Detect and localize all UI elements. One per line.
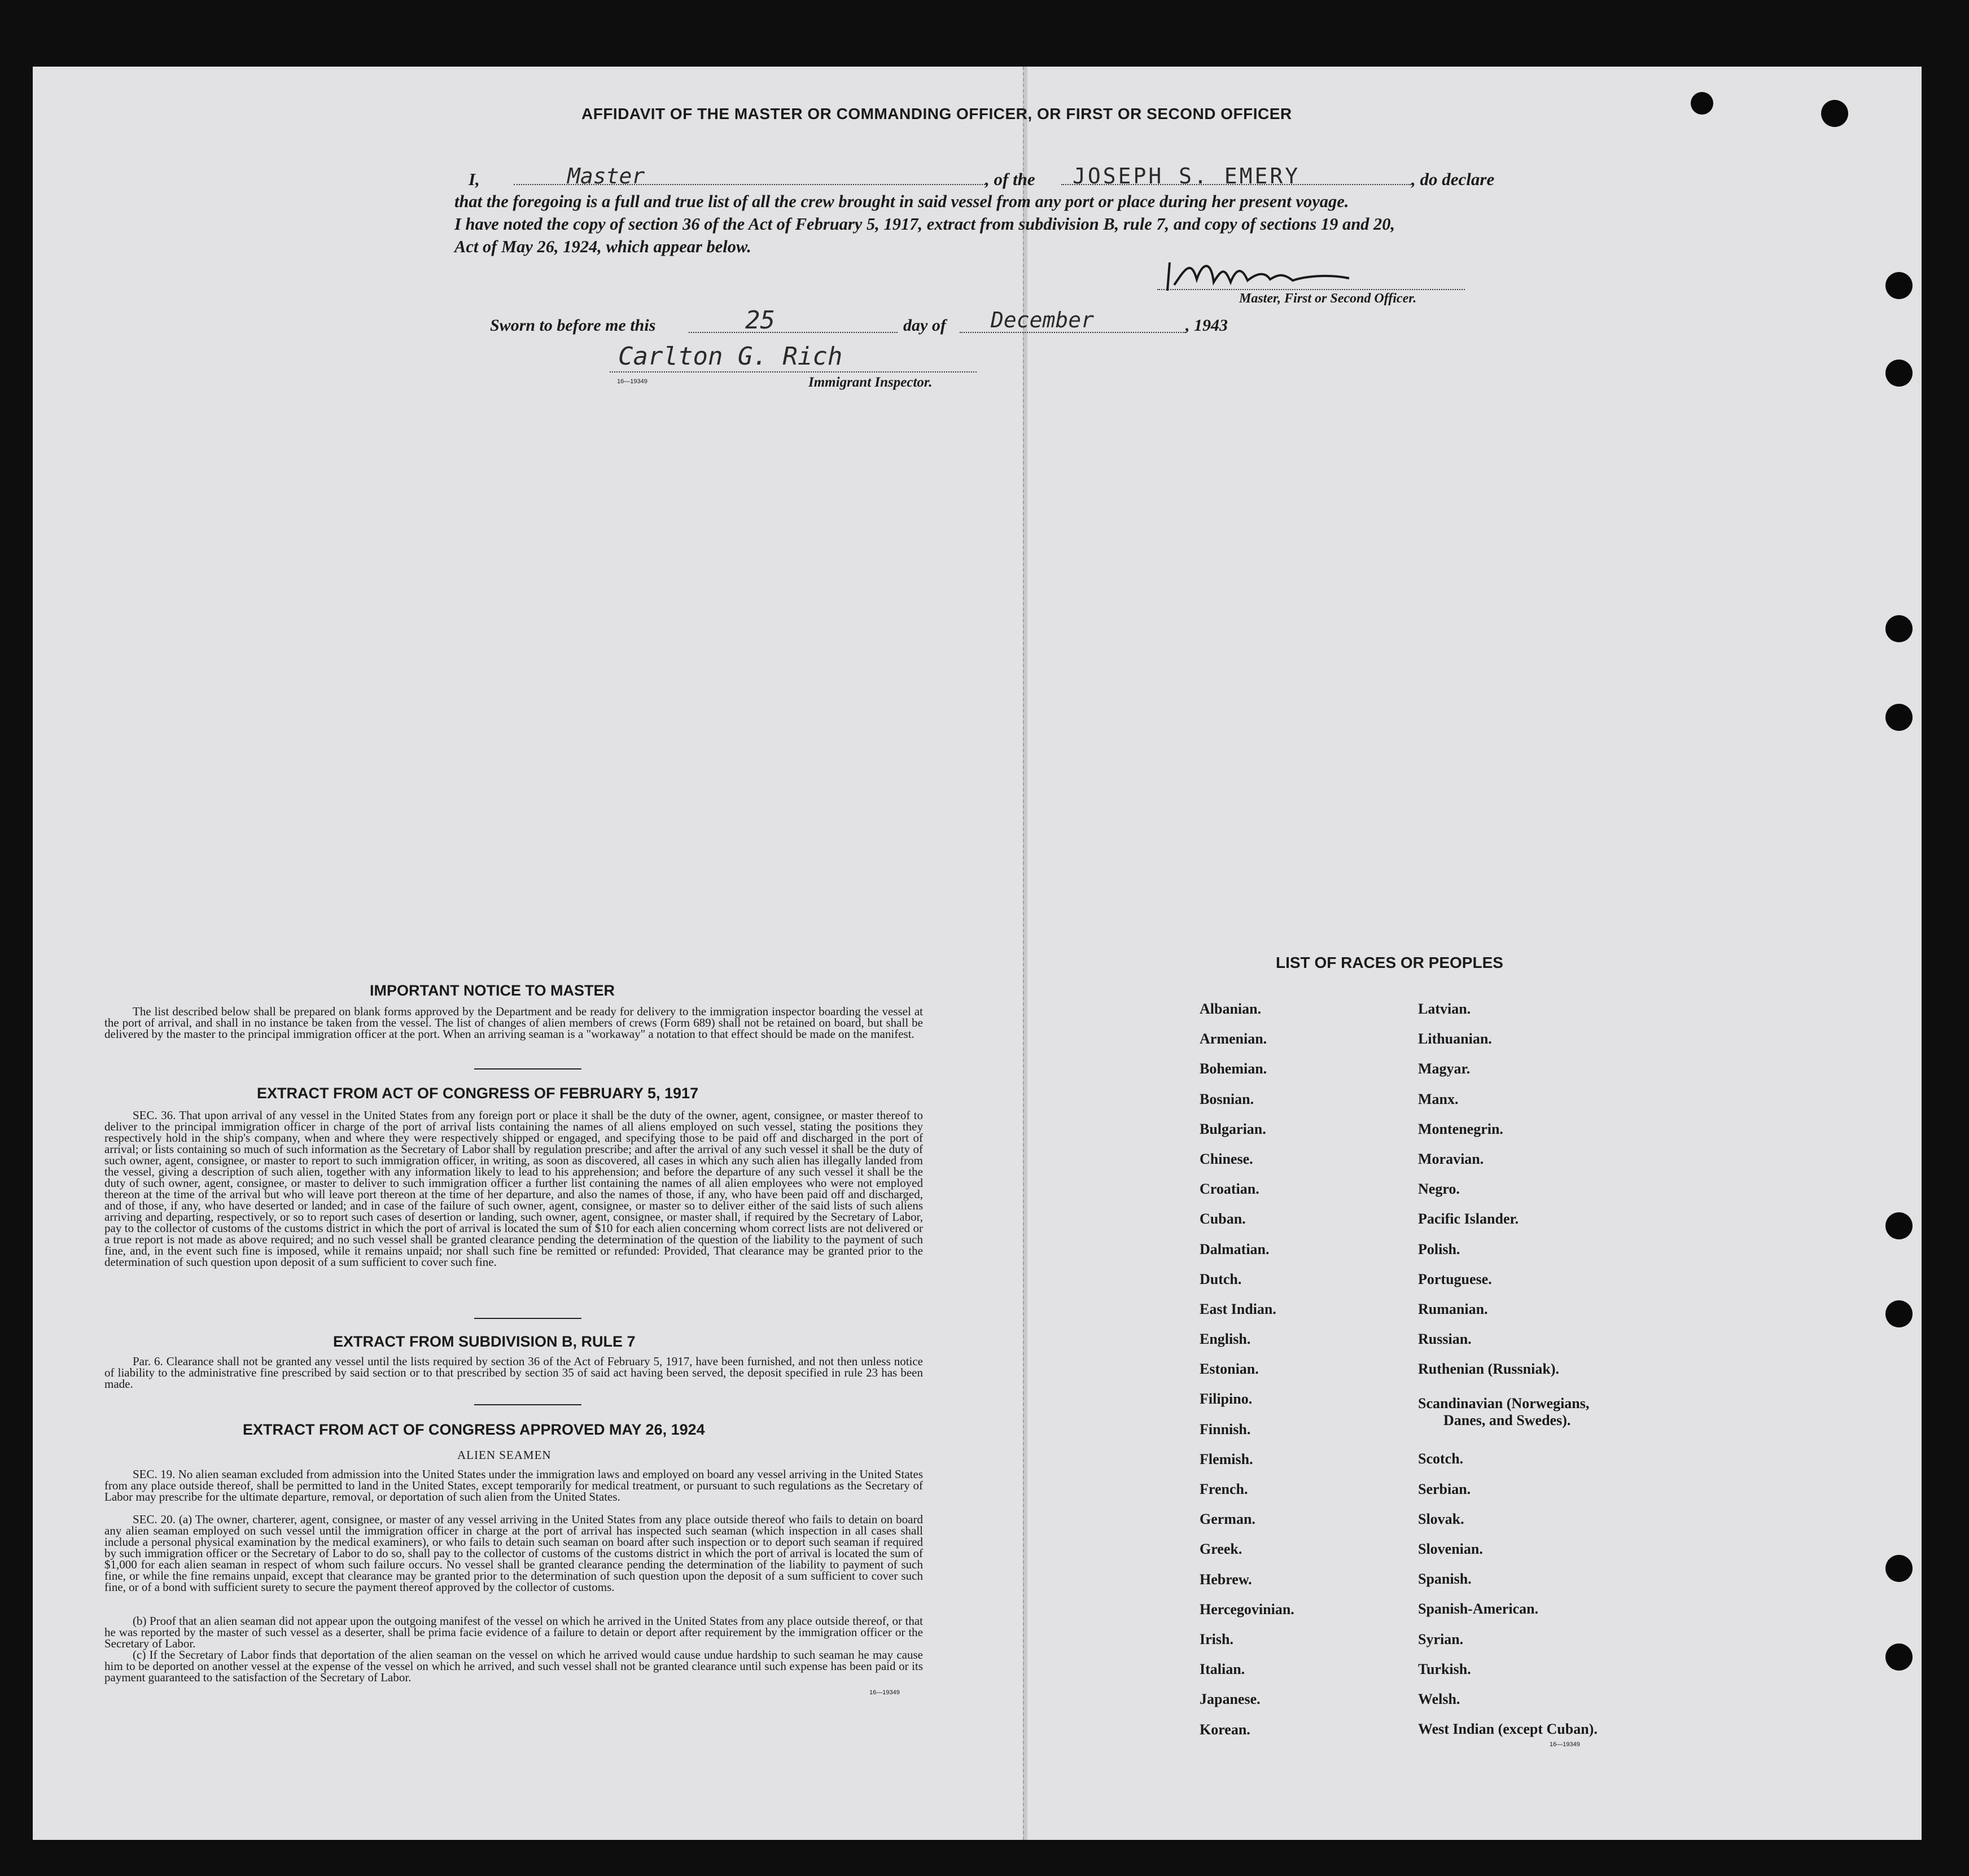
punch-hole-icon: [1885, 1300, 1913, 1327]
vessel-fill: JOSEPH S. EMERY: [1073, 164, 1301, 189]
race-item: Dalmatian.: [1200, 1241, 1270, 1257]
races-right-column: [1418, 1001, 1598, 1751]
notice-heading: IMPORTANT NOTICE TO MASTER: [370, 982, 615, 999]
race-item: Scotch.: [1418, 1450, 1464, 1467]
master-signature-line: [1157, 289, 1465, 290]
extract-1924-sec19: SEC. 19. No alien seaman excluded from admission into the United States under the immigration laws and employed on board any vessel arriving in the United States from any place outside thereof, shall be permitted to land in the United States, except temporarily for medical treatment, or pursuant to such regulations as the Secretary of Labor may prescribe for the ultimate departure, removal, or deportation of such alien from the United States.: [104, 1467, 923, 1504]
punch-hole-icon: [1885, 272, 1913, 299]
race-item: Magyar.: [1418, 1060, 1471, 1077]
inspector-signature-line: [610, 371, 977, 372]
race-item: Ruthenian (Russniak).: [1418, 1361, 1559, 1378]
race-item: Slovenian.: [1418, 1541, 1483, 1557]
race-item: Bulgarian.: [1200, 1120, 1266, 1137]
punch-hole-icon: [1691, 92, 1713, 115]
race-item: Turkish.: [1418, 1660, 1471, 1677]
sworn-year: , 1943: [1185, 316, 1228, 335]
punch-hole-icon: [1885, 1555, 1913, 1582]
inspector-signature: Carlton G. Rich: [618, 342, 843, 371]
rule7-body: Par. 6. Clearance shall not be granted any vessel until the lists required by section 36 of the Act of February 5, 1917, have been furnished, and not then unless notice of liability to the administrative fine prescribed by said section or to that prescribed by section 35 of said act having been served, the deposit specified in rule 23 has been made.: [104, 1355, 923, 1391]
race-item: Rumanian.: [1418, 1300, 1488, 1317]
race-item: Negro.: [1418, 1181, 1460, 1198]
punch-hole-icon: [1885, 360, 1913, 387]
punch-hole-icon: [1885, 704, 1913, 731]
extract-1924-sec20a: SEC. 20. (a) The owner, charterer, agent, consignee, or master of any vessel arriving in the United States from any place outside thereof who fails to detain on board any alien seaman employed on such vessel until the immigration officer in charge at the port of arrival has inspected such seaman (which inspection in all cases shall include a personal physical examination by the medical examiners), or who fails to detain such seaman on board after such inspection or to deport such seaman if required by such immigration officer or the Secretary of Labor to do so, shall pay to the collector of customs of the customs district in which the port of arrival is located the sum of $1,000 for each alien seaman in respect of whom such failure occurs. No vessel shall be granted clearance pending the determination of the liability to payment of such fine, or while the fine remains unpaid, except that clearance may be granted prior to the determination of such question upon the deposit of a sum sufficient to cover such fine, or of a bond with sufficient surety to secure the payment thereof approved by the collector of customs.: [104, 1513, 923, 1594]
punch-hole-icon: [1885, 615, 1913, 642]
affidavit-line-4: Act of May 26, 1924, which appear below.: [454, 237, 751, 256]
races-left-column: [1200, 1001, 1294, 1751]
divider: [474, 1404, 581, 1405]
races-form-number: 16—19349: [1550, 1741, 1580, 1748]
race-item: Armenian.: [1200, 1031, 1267, 1047]
extract-1917-body: SEC. 36. That upon arrival of any vessel in the United States from any foreign port or place it shall be the duty of the owner, agent, consignee, or master thereof to deliver to the principal immigration officer in charge of the port of arrival lists containing the names of all aliens employed on such vessel, stating the positions they respectively hold in the ship's company, when and where they were respectively shipped or engaged, and specifying those to be paid off and discharged in the port of arrival; or lists containing so much of such information as the Secretary of Labor shall by regulation prescribe; and after the arrival of any such vessel it shall be the duty of such owner, agent, consignee, or master to report to such immigration officer, in writing, as soon as discovered, all cases in which any such alien has illegally landed from the vessel, giving a description of such alien, together with any information likely to lead to his apprehension; and before the departure of any such vessel it shall be the duty of such owner, agent, consignee, or master to deliver to such immigration officer a further list containing the names of all alien employees who were not employed thereon at the time of the arrival but who will leave port thereon at the time of her departure, and also the names of those, if any, who have been paid off and discharged, and of those, if any, who have deserted or landed; and in case of the failure of such owner, agent, consignee, or master so to deliver either of the said lists of such aliens arriving and departing, respectively, or so to report such cases of desertion or landing, such owner, agent, consignee, or master shall, if required by the Secretary of Labor, pay to the collector of customs of the customs district in which the port of arrival is located the sum of $10 for each alien concerning whom correct lists are not delivered or a true report is not made as above required; and no such vessel shall be granted clearance pending the determination of the question of the liability to the payment of such fine, and, in the event such fine is imposed, while it remains unpaid; nor shall such fine be remitted or refunded: Provided, That clearance may be granted prior to the determination of such question upon deposit of a sum sufficient to cover such fine.: [104, 1108, 923, 1269]
race-item: Hebrew.: [1200, 1571, 1252, 1588]
rule7-heading: EXTRACT FROM SUBDIVISION B, RULE 7: [333, 1333, 636, 1350]
race-item: Flemish.: [1200, 1450, 1253, 1467]
race-item: Welsh.: [1418, 1690, 1460, 1707]
race-item: Irish.: [1200, 1630, 1233, 1647]
race-item: Albanian.: [1200, 1001, 1262, 1017]
race-item: Syrian.: [1418, 1630, 1464, 1647]
extract-1924-sec20b: (b) Proof that an alien seaman did not appear upon the outgoing manifest of the vessel on which he arrived in the United States from any place outside thereof, or that he was reported by the master of such vessel as a deserter, shall be prima facie evidence of a failure to detain or deport after requirement by the immigration officer or the Secretary of Labor.: [104, 1614, 923, 1650]
race-item: English.: [1200, 1331, 1251, 1348]
master-signature-title: Master, First or Second Officer.: [1239, 291, 1417, 306]
affidavit-form-number: 16—19349: [617, 378, 647, 385]
race-item: German.: [1200, 1511, 1255, 1528]
divider: [474, 1318, 581, 1319]
race-item: Croatian.: [1200, 1181, 1259, 1198]
race-item: Greek.: [1200, 1541, 1242, 1558]
punch-hole-icon: [1821, 100, 1848, 127]
extract-1924-heading: EXTRACT FROM ACT OF CONGRESS APPROVED MAY 26, 1924: [243, 1421, 705, 1438]
race-item: Cuban.: [1200, 1211, 1246, 1228]
sworn-label: Sworn to before me this: [490, 316, 656, 335]
race-item: Russian.: [1418, 1331, 1472, 1348]
race-item: Filipino.: [1200, 1391, 1253, 1408]
race-item: Moravian.: [1418, 1150, 1484, 1167]
race-item: Spanish-American.: [1418, 1601, 1539, 1618]
race-item: Bohemian.: [1200, 1060, 1267, 1077]
race-item: Italian.: [1200, 1661, 1245, 1678]
race-item: Latvian.: [1418, 1001, 1471, 1017]
extract-1924-form-number: 16—19349: [869, 1689, 900, 1696]
race-item: Slovak.: [1418, 1510, 1464, 1527]
race-item: Dutch.: [1200, 1270, 1242, 1287]
divider: [474, 1068, 581, 1070]
of-the-label: , of the: [985, 169, 1035, 189]
races-heading: LIST OF RACES OR PEOPLES: [1276, 954, 1503, 971]
race-item: Spanish.: [1418, 1571, 1472, 1588]
affidavit-heading: AFFIDAVIT OF THE MASTER OR COMMANDING OFFICER, OR FIRST OR SECOND OFFICER: [581, 105, 1292, 122]
race-item: Estonian.: [1200, 1361, 1259, 1378]
signature-icon: [1157, 257, 1411, 296]
race-item: Bosnian.: [1200, 1090, 1254, 1107]
race-item: Scandinavian (Norwegians,: [1418, 1395, 1590, 1412]
inspector-title: Immigrant Inspector.: [808, 375, 933, 390]
race-item: East Indian.: [1200, 1300, 1276, 1317]
race-item: Korean.: [1200, 1721, 1250, 1738]
punch-hole-icon: [1885, 1643, 1913, 1671]
punch-hole-icon: [1885, 1212, 1913, 1239]
extract-1924-subheading: ALIEN SEAMEN: [457, 1448, 552, 1462]
race-item: Serbian.: [1418, 1480, 1471, 1497]
officer-fill: Master: [567, 164, 645, 189]
sworn-day-line: [689, 332, 898, 333]
affidavit-line-3: I have noted the copy of section 36 of the Act of February 5, 1917, extract from subdivision B, rule 7, and copy of sections 19 and 20,: [454, 214, 1395, 234]
notice-body: The list described below shall be prepared on blank forms approved by the Department and be ready for delivery to the immigration inspector boarding the vessel at the port of arrival, and shall in no instance be taken from the vessel. The list of changes of alien members of crews (Form 689) shall not be retained on board, but shall be delivered by the master to the principal immigration officer at the port. When an arriving seaman is a "workaway" a notation to that effect should be made on the manifest.: [104, 1005, 923, 1041]
race-item: West Indian (except Cuban).: [1418, 1721, 1598, 1738]
race-item: Polish.: [1418, 1241, 1460, 1257]
race-item: Montenegrin.: [1418, 1120, 1503, 1137]
affidavit-i-label: I,: [469, 169, 480, 189]
race-item: Portuguese.: [1418, 1270, 1492, 1287]
affidavit-line-2: that the foregoing is a full and true list of all the crew brought in said vessel from any port or place during her present voyage.: [454, 192, 1349, 211]
race-item: Danes, and Swedes).: [1443, 1412, 1571, 1429]
race-item: Japanese.: [1200, 1691, 1261, 1708]
race-item: Lithuanian.: [1418, 1031, 1492, 1047]
day-of-label: day of: [903, 316, 946, 335]
race-item: Manx.: [1418, 1090, 1459, 1107]
extract-1917-heading: EXTRACT FROM ACT OF CONGRESS OF FEBRUARY 5, 1917: [257, 1085, 699, 1102]
race-item: Finnish.: [1200, 1421, 1251, 1437]
race-item: French.: [1200, 1481, 1248, 1497]
do-declare-label: , do declare: [1411, 169, 1495, 189]
race-item: Pacific Islander.: [1418, 1211, 1519, 1228]
race-item: Hercegovinian.: [1200, 1601, 1294, 1618]
race-item: Chinese.: [1200, 1150, 1253, 1167]
extract-1924-sec20c: (c) If the Secretary of Labor finds that deportation of the alien seaman on the vessel on which he arrived would cause undue hardship to such seaman he may cause him to be deported on another vessel at the expense of the vessel on which he arrived, and such vessel shall not be granted clearance until such expense has been paid or its payment guaranteed to the satisfaction of the Secretary of Labor.: [104, 1648, 923, 1684]
sworn-day: 25: [745, 306, 775, 335]
sworn-month: December: [991, 308, 1095, 332]
